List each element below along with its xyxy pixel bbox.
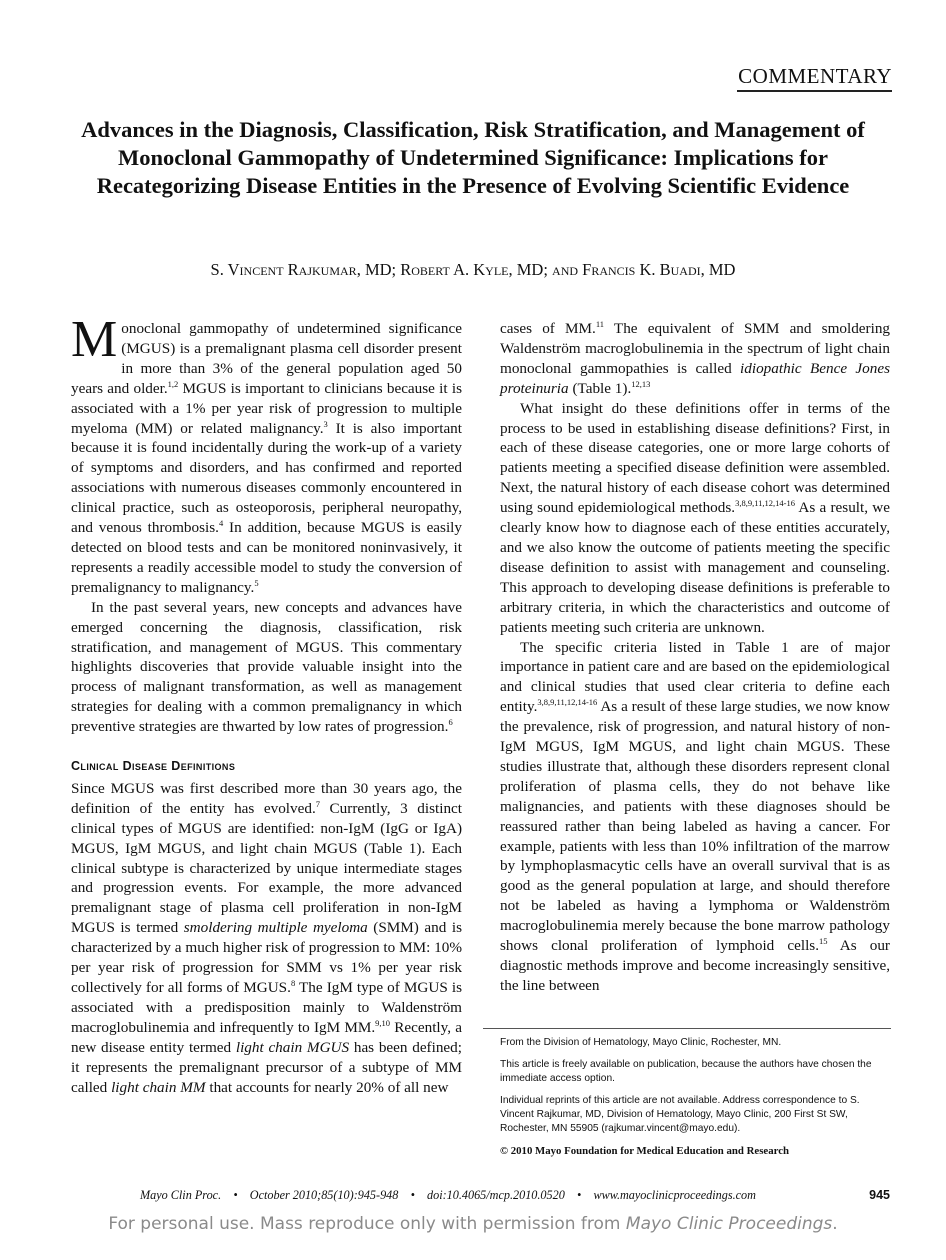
- article-authors: S. Vincent Rajkumar, MD; Robert A. Kyle, MD; and Francis K. Buadi, MD: [210, 260, 736, 279]
- issue-info: October 2010;85(10):945-948: [249, 1188, 399, 1202]
- paragraph-continued: cases of MM.$^{11}$ The equivalent of SMM and smoldering Waldenström macroglobulinemia in the spectrum of light chain monoclonal gammopathies is called idiopathic Bence Jones proteinuria (Table 1).$^{12,13}$: [500, 318, 891, 397]
- article-title: Advances in the Diagnosis, Classification, Risk Stratification, and Management of Monoclonal Gammopathy of Undetermined Significance: Implications for Recategorizing Disease Entities in the Presence of Evolving Scientific Evidence: [81, 117, 865, 198]
- section-heading: Clinical Disease Definitions: [71, 759, 236, 774]
- journal-name: Mayo Clin Proc.: [140, 1188, 222, 1202]
- footnote-access: This article is freely available on publication, because the authors have chosen the immediate access option.: [500, 1059, 872, 1084]
- citation: 4: [218, 518, 224, 528]
- citation: 9,10: [375, 1017, 391, 1028]
- citation: 3,8,9,11,12,14-16: [537, 697, 598, 708]
- footnotes: [500, 1036, 891, 1158]
- permission-notice: For personal use. Mass reproduce only with permission from Mayo Clinic Proceedings.: [108, 1214, 838, 1234]
- citation: 5: [254, 577, 259, 588]
- doi: doi:10.4065/mcp.2010.0520: [427, 1188, 565, 1202]
- footnote-rule: [483, 1028, 891, 1029]
- journal-url[interactable]: www.mayoclinicproceedings.com: [593, 1188, 756, 1202]
- citation: 3: [323, 418, 328, 429]
- paragraph-3: Since MGUS was first described more than 30 years ago, the definition of the entity has evolved.$^7$ Currently, 3 distinct clinical types of MGUS are identified: non-IgM (IgG or IgA) MGUS, IgM MGUS, and light chain MGUS (Table 1). Each clinical subtype is characterized by unique intermediate stages and progression events. For example, the more advanced premalignant stage of plasma cell proliferation in non-IgM MGUS is termed smoldering multiple myeloma (SMM) and is characterized by a much higher risk of progression to MM: 10% per year risk of progression for SMM vs 1% per year risk collectively for all forms of MGUS.$^8$ The IgM type of MGUS is associated with a predisposition mainly to Waldenström macroglobulinemia and infrequently to IgM MM.$^{9,10}$ Recently, a new disease entity termed light chain MGUS has been defined; it represents the premalignant precursor of a subtype of MM called light chain MM that accounts for nearly 20% of all new: [71, 779, 463, 1096]
- paragraph-2: In the past several years, new concepts and advances have emerged concerning the diagnosis, classification, risk stratification, and management of MGUS. This commentary highlights discoveries that provide valuable insight into the process of malignant transformation, as well as management strategies for dealing with a common premalignancy in which preventive strategies are thwarted by low rates of progression.$^6$: [71, 598, 462, 736]
- copyright: © 2010 Mayo Foundation for Medical Education and Research: [500, 1145, 789, 1157]
- section-label: COMMENTARY: [738, 64, 892, 88]
- citation: 8: [290, 977, 296, 988]
- page-number: 945: [869, 1188, 890, 1202]
- left-column: [71, 311, 463, 1097]
- citation: 7: [315, 798, 320, 809]
- right-column: [500, 319, 890, 996]
- footnote-affiliation: From the Division of Hematology, Mayo Clinic, Rochester, MN.: [500, 1037, 782, 1048]
- paragraph-1: Monoclonal gammopathy of undetermined significance (MGUS) is a premalignant plasma cell disorder present in more than 3% of the general population aged 50 years and older.$^{1,2}$ MGUS is important to clinicians because it is associated with a 1% per year risk of progression to multiple myeloma (MM) or related malignancy.$^3$ It is also important because it is found incidentally during the work-up of a variety of symptoms and disorders, and has confirmed and reported associations with numerous diseases commonly encountered in clinical practice, such as osteoporosis, peripheral neuropathy, and venous thrombosis.$^4$ In addition, because MGUS is easily detected on blood tests and can be monitored noninvasively, it represents a readily accessible model to study the conversion of premalignancy to malignancy.$^5$: [71, 311, 462, 596]
- paragraph-insight: What insight do these definitions offer in terms of the process to be used in establishing disease definitions? First, in each of these disease categories, one or more large cohorts of patients meeting a specified disease definition were assembled. Next, the natural history of each disease cohort was determined using sound epidemiological methods.$^{3,8,9,11,12,14-16}$ As a result, we clearly know how to diagnose each of these entities accurately, and we also know the outcome of patients meeting the specific disease definition to assist with management and counseling. This approach to developing disease definitions is preferable to arbitrary criteria, in which the characteristics and outcome of patients meeting such criteria are unknown.: [500, 399, 890, 636]
- citation: 1,2: [167, 378, 179, 389]
- footnote-reprints: Individual reprints of this article are not available. Address correspondence to S. Vincent Rajkumar, MD, Division of Hematology, Mayo Clinic, 200 First St SW, Rochester, MN 55905 (rajkumar.vincent@mayo.edu).: [500, 1095, 860, 1134]
- citation: 6: [448, 717, 453, 728]
- citation: 3,8,9,11,12,14-16: [735, 498, 795, 509]
- section-rule: [737, 90, 892, 92]
- paragraph-criteria: The specific criteria listed in Table 1 are of major importance in patient care and are based on the epidemiological and clinical studies that used clear criteria to define each entity.$^{3,8,9,11,12,14-16}$ As a result of these large studies, we now know the prevalence, risk of progression, and natural history of non-IgM MGUS, IgM MGUS, and light chain MGUS. These studies illustrate that, although these disorders represent clonal proliferation of plasma cells, they do not behave like malignancies, and patients with these diagnoses should be reassured rather than being labeled as having a cancer. For example, patients with less than 10% infiltration of the marrow by lymphoplasmacytic cells have an overall survival that is as good as the general population at large, and should therefore not be labeled as having a lymphoma or Waldenström macroglobulinemia merely because the bone marrow pathology shows clonal proliferation of lymphoid cells.$^{15}$ As our diagnostic methods improve and become increasingly sensitive, the line between: [500, 638, 890, 994]
- citation: 12,13: [631, 378, 651, 389]
- citation: 11: [595, 318, 605, 329]
- citation: 15: [819, 936, 828, 947]
- drop-cap: M: [71, 311, 118, 368]
- page-footer: Mayo Clin Proc. • October 2010;85(10):945-948 • doi:10.4065/mcp.2010.0520 • www.mayoclinicproceedings.com 945: [140, 1188, 890, 1202]
